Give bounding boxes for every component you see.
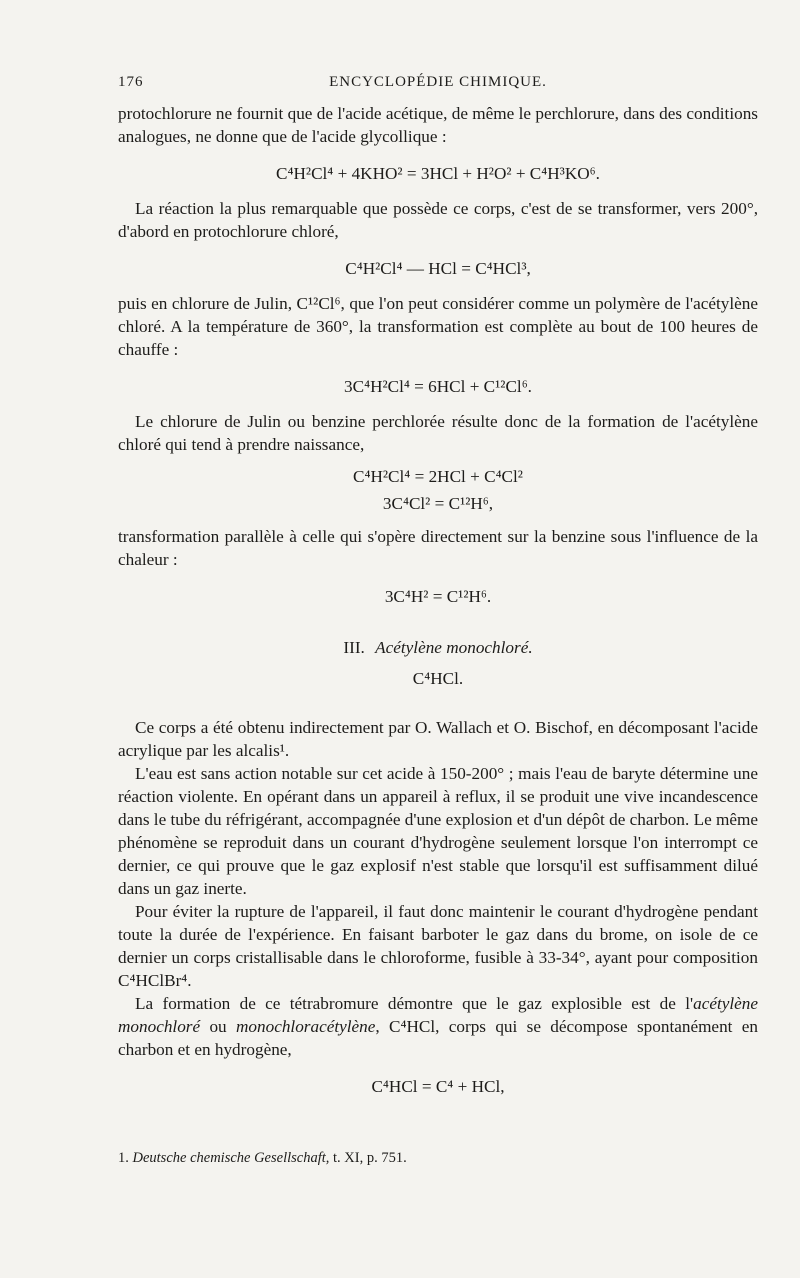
paragraph: Ce corps a été obtenu indirectement par O. Wallach et O. Bischof, en décomposant l'acide acrylique par les alcalis¹. bbox=[118, 718, 758, 760]
paragraph: puis en chlorure de Julin, C¹²Cl⁶, que l'on peut considérer comme un polymère de l'acétylène chloré. A la température de 360°, la transformation est complète au bout de 100 heures de chauffe : bbox=[118, 294, 758, 359]
text-column bbox=[118, 102, 758, 1110]
section-title: Acétylène monochloré. bbox=[375, 638, 533, 657]
paragraph: Le chlorure de Julin ou benzine perchlorée résulte donc de la formation de l'acétylène chloré qui tend à prendre naissance, bbox=[118, 412, 758, 454]
paragraph: protochlorure ne fournit que de l'acide acétique, de même le perchlorure, dans des conditions analogues, ne donne que de l'acide glycollique : bbox=[118, 104, 758, 146]
paragraph: Pour éviter la rupture de l'appareil, il faut donc maintenir le courant d'hydrogène pendant toute la durée de l'expérience. En faisant barboter le gaz dans du brome, on isole de ce dernier un corps cristallisable dans le chloroforme, fusible à 33-34°, ayant pour composition C⁴HClBr⁴. bbox=[118, 902, 758, 990]
equation: 3C⁴H² = C¹²H⁶. bbox=[384, 587, 492, 606]
footnote-ref: t. XI, p. 751. bbox=[329, 1150, 407, 1166]
equation: C⁴HCl = C⁴ + HCl, bbox=[371, 1077, 505, 1096]
page-header bbox=[118, 74, 758, 96]
emphasized-term: monochloracétylène bbox=[236, 1017, 376, 1036]
equation: 3C⁴Cl² = C¹²H⁶, bbox=[382, 494, 494, 513]
emphasized-term: acétylène monochloré bbox=[118, 994, 758, 1036]
paragraph-text: , C⁴HCl, corps qui se décompose spontanément en charbon et en hydrogène, bbox=[118, 1017, 759, 1059]
paragraph-text: La formation de ce tétrabromure démontre que le gaz explosible est de l' bbox=[135, 994, 694, 1013]
equation: C⁴H²Cl⁴ = 2HCl + C⁴Cl² bbox=[353, 467, 523, 486]
running-title: ENCYCLOPÉDIE CHIMIQUE. bbox=[329, 74, 547, 90]
footnote-source: Deutsche chemische Gesellschaft, bbox=[132, 1150, 330, 1166]
paragraph bbox=[118, 992, 758, 1061]
paragraph: L'eau est sans action notable sur cet acide à 150-200° ; mais l'eau de baryte détermine une réaction violente. En opérant dans un appareil à reflux, il se produit une vive incandescence dans le tube du réfrigérant, accompagnée d'une explosion et d'un dépôt de charbon. Le même phénomène se reproduit dans un courant d'hydrogène seulement lorsque l'on interrompt ce dernier, ce qui prouve que le gaz explosif n'est stable que lorsqu'il est suffisamment dilué dans un gaz inerte. bbox=[118, 764, 758, 898]
page-number: 176 bbox=[118, 74, 144, 90]
section-heading bbox=[118, 636, 758, 659]
equation: 3C⁴H²Cl⁴ = 6HCl + C¹²Cl⁶. bbox=[344, 377, 532, 396]
equation: C⁴H²Cl⁴ + 4KHO² = 3HCl + H²O² + C⁴H³KO⁶. bbox=[276, 164, 600, 183]
footnote-marker: 1. bbox=[118, 1150, 129, 1166]
section-number: III. bbox=[343, 638, 365, 657]
footnote bbox=[118, 1150, 758, 1167]
paragraph: transformation parallèle à celle qui s'opère directement sur la benzine sous l'influence de la chaleur : bbox=[118, 527, 758, 569]
paragraph: La réaction la plus remarquable que possède ce corps, c'est de se transformer, vers 200°, d'abord en protochlorure chloré, bbox=[118, 199, 758, 241]
paragraph-text: ou bbox=[200, 1017, 236, 1036]
equation: C⁴H²Cl⁴ — HCl = C⁴HCl³, bbox=[345, 259, 531, 278]
section-formula: C⁴HCl. bbox=[412, 669, 464, 688]
